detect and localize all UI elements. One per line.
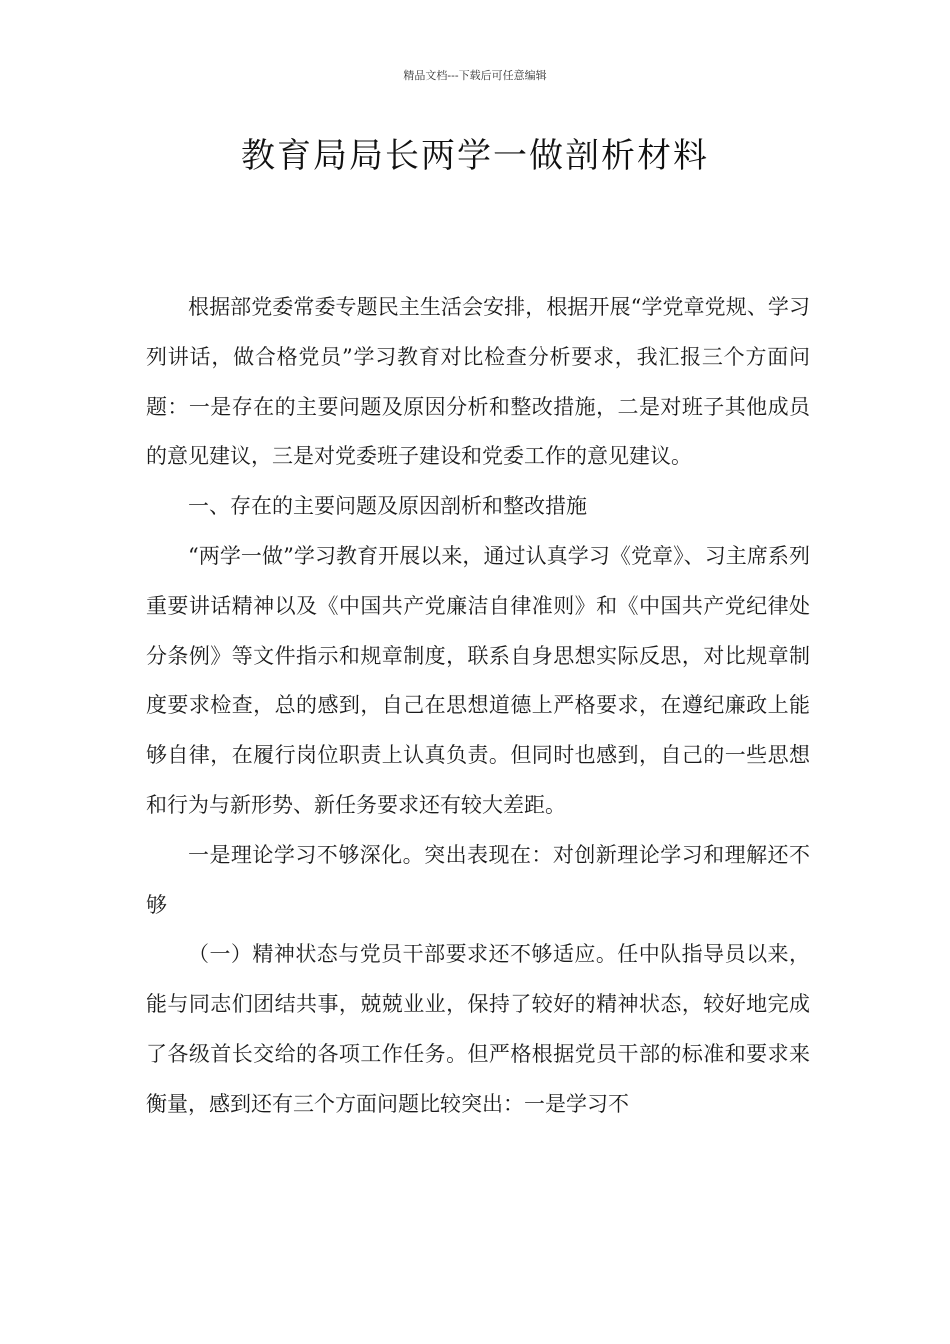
- paragraph: “两学一做”学习教育开展以来，通过认真学习《党章》、习主席系列重要讲话精神以及《中国共产党廉洁自律准则》和《中国共产党纪律处分条例》等文件指示和规章制度，联系自身思想实际反思，对比规章制度要求检查，总的感到，自己在思想道德上严格要求，在遵纪廉政上能够自律，在履行岗位职责上认真负责。但同时也感到，自己的一些思想和行为与新形势、新任务要求还有较大差距。: [146, 543, 810, 817]
- document-body: [146, 283, 810, 1130]
- paragraph: （一）精神状态与党员干部要求还不够适应。任中队指导员以来，能与同志们团结共事，兢兢业业，保持了较好的精神状态，较好地完成了各级首长交给的各项工作任务。但严格根据党员干部的标准和要求来衡量，感到还有三个方面问题比较突出：一是学习不: [146, 942, 810, 1116]
- header-note: 精品文档---下载后可任意编辑: [403, 69, 547, 82]
- document-title: 教育局局长两学一做剖析材料: [241, 136, 709, 176]
- paragraph: 一是理论学习不够深化。突出表现在：对创新理论学习和理解还不够: [146, 842, 810, 917]
- section-heading: 一、存在的主要问题及原因剖析和整改措施: [188, 494, 587, 519]
- paragraph-intro: 根据部党委常委专题民主生活会安排，根据开展“学党章党规、学习列讲话，做合格党员”学习教育对比检查分析要求，我汇报三个方面问题：一是存在的主要问题及原因分析和整改措施，二是对班子其他成员的意见建议，三是对党委班子建设和党委工作的意见建议。: [146, 295, 810, 469]
